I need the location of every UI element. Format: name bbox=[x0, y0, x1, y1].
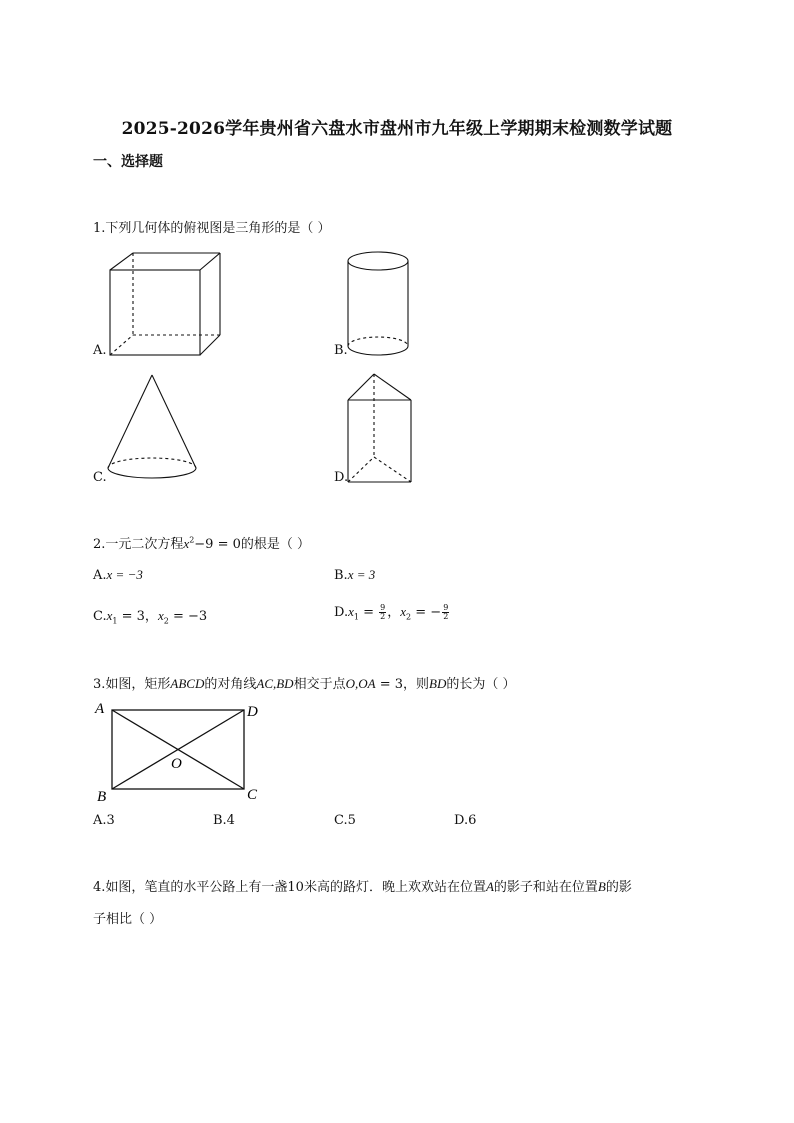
question-4-stem-line-1: 4.如图，笔直的水平公路上有一盏10米高的路灯．晚上欢欢站在位置A的影子和站在位置B的影 bbox=[93, 879, 632, 895]
rectangle-diagonals-figure bbox=[92, 696, 272, 808]
q1-option-d-label: D. bbox=[334, 470, 349, 485]
cylinder-figure bbox=[343, 250, 413, 360]
q2-option-d: $D.x_1$ = $\frac{9}{2}$ ，$x_2$ = − $\frac{9}{2}$ bbox=[334, 603, 449, 622]
question-3-stem: 3.如图，矩形ABCD的对角线AC,BD相交于点O,OA = 3，则BD的长为（ ） bbox=[93, 676, 516, 692]
q3-option-c: C.5 bbox=[334, 813, 356, 828]
page-title: 2025-2026学年贵州省六盘水市盘州市九年级上学期期末检测数学试题 bbox=[121, 119, 673, 139]
q1-option-b-label: B. bbox=[334, 343, 348, 358]
vertex-label-b: B bbox=[97, 789, 107, 805]
q3-option-a: A.3 bbox=[93, 813, 115, 828]
vertex-label-c: C bbox=[247, 787, 258, 803]
vertex-label-a: A bbox=[95, 701, 105, 717]
q3-option-b: B.4 bbox=[213, 813, 235, 828]
cone-figure bbox=[103, 370, 203, 485]
question-2-stem: 2.一元二次方程$x^2-9 = 0$的根是（ ） bbox=[93, 535, 311, 552]
q2-option-a: A.x = −3 bbox=[93, 567, 143, 583]
vertex-label-d: D bbox=[247, 704, 258, 720]
triangular-prism-figure bbox=[343, 370, 418, 485]
fraction-nine-halves-negative: $\frac{9}{2}$ bbox=[443, 603, 449, 621]
q3-option-d: D.6 bbox=[454, 813, 477, 828]
center-label-o: O bbox=[171, 756, 182, 772]
section-heading: 一、选择题 bbox=[93, 154, 163, 170]
question-4-stem-line-2: 子相比（ ） bbox=[93, 912, 163, 927]
q1-option-a-label: A. bbox=[93, 343, 107, 358]
fraction-nine-halves: $\frac{9}{2}$ bbox=[380, 603, 386, 621]
q2-option-b: B.x = 3 bbox=[334, 567, 376, 583]
cube-figure bbox=[105, 250, 225, 360]
question-1-stem: 1.下列几何体的俯视图是三角形的是（ ） bbox=[93, 221, 331, 236]
q1-option-c-label: C. bbox=[93, 470, 107, 485]
q2-option-c: $C.x_1 = 3$，$x_2 = -3$ bbox=[93, 608, 208, 626]
